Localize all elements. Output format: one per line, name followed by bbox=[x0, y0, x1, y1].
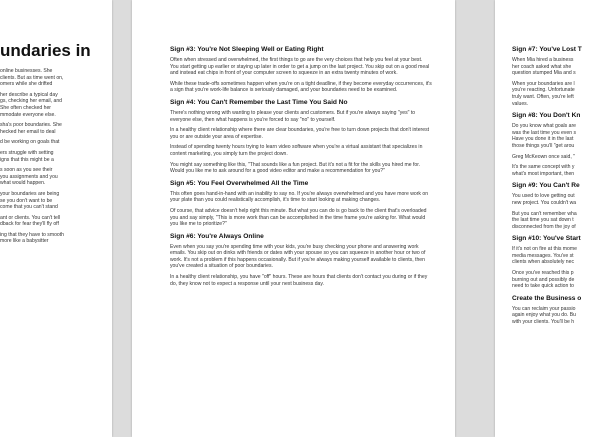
section-heading: Sign #9: You Can't Re bbox=[512, 182, 580, 190]
section-heading: Sign #8: You Don't Kn bbox=[512, 112, 581, 120]
paragraph: Once you've reached this p burning out and possibly de need to take quick action to bbox=[512, 270, 575, 290]
section-heading: Sign #4: You Can't Remember the Last Time You Said No bbox=[170, 98, 348, 106]
paragraph: When your boundaries are l you're reacting. Unfortunate truly want. Often, you're left values. bbox=[512, 80, 575, 107]
paragraph: ers struggle with setting igns that this might be a bbox=[0, 149, 54, 163]
section-heading: Sign #3: You're Not Sleeping Well or Eating Right bbox=[170, 46, 324, 53]
page-heading: undaries in bbox=[0, 41, 91, 60]
right-page bbox=[495, 0, 592, 437]
paragraph: online businesses. She clients. But as time went on, omers while she drifted bbox=[0, 68, 64, 88]
paragraph: Even when you say you're spending time with your kids, you're busy checking your phone and answering work emails. You skip out on dinks with friends or dates with your spouse so you can squeeze in another hour or two of work. It's not a problem if this happens occasionally. But if you're always making yourself available to clients, then you've created a situation of poor boundaries. bbox=[170, 243, 426, 270]
middle-page bbox=[132, 0, 455, 437]
paragraph: In a healthy client relationship, you have "off" hours. These are hours that clients don't contact you during or if they do, they know not to expect a response until your next business day. bbox=[170, 274, 428, 287]
section-heading: Sign #7: You've Lost T bbox=[512, 46, 582, 53]
paragraph: In a healthy client relationship where there are clear boundaries, you're free to turn down projects that don't interest you or are outside your area of expertise. bbox=[170, 127, 430, 140]
paragraph: Do you know what goals are was the last time you even s Have you done it in the last those things you'll "get arou bbox=[512, 123, 576, 149]
section-heading: Sign #10: You've Start bbox=[512, 235, 581, 243]
middle-page-content bbox=[170, 41, 432, 291]
paragraph: Often when stressed and overwhelmed, the first things to go are the very choices that help you feel at your best. You start getting up earlier or staying up later in order to get a jump on the last project. You skip out on a good meal and instead eat chips in front of your computer screen to squeeze in an extra twenty minutes of work. bbox=[170, 57, 430, 77]
paragraph: Greg McKeown once said, " bbox=[512, 153, 575, 160]
paragraph: You used to love getting out new project. You couldn't wa bbox=[512, 193, 577, 206]
paragraph: There's nothing wrong with wanting to please your clients and customers. But if you're always saying "yes" to everyone else, then what happens is you're forced to say "no" to yourself. bbox=[170, 109, 416, 123]
paragraph: ing that they have to smooth more like a babysitter bbox=[0, 231, 64, 245]
paragraph: your boundaries are being se you don't want to be come that you can't stand bbox=[0, 190, 60, 211]
paragraph: This often goes hand-in-hand with an inability to say no. If you're always overwhelmed and you have more work on your plate than you could realistically accomplish, it's time to start looking at making changes. bbox=[170, 190, 429, 204]
paragraph: It's the same concept with y what's most important, then bbox=[512, 164, 575, 177]
paragraph: You might say something like this, "That sounds like a fun project. But it's not a fit for the skills you hired me for. Would you like me to ask around for a good video editor and make a recommendation for you?" bbox=[170, 161, 421, 175]
paragraph: her describe a typical day gs, checking her email, and She often checked her mmodate everyone else. bbox=[0, 91, 63, 118]
left-page bbox=[0, 0, 112, 437]
right-page-content bbox=[512, 41, 592, 330]
paragraph: If it's not on fire at this mome media messages. You've st clients when absolutely nec bbox=[512, 246, 577, 266]
paragraph: When Mia hired a business her coach asked what she question stumped Mia and s bbox=[512, 57, 576, 77]
section-heading: Create the Business o bbox=[512, 294, 582, 302]
paragraph: Instead of spending twenty hours trying to learn video software when you're a virtual assistant that specializes in content marketing, you simply turn the project down. bbox=[170, 144, 423, 157]
section-heading: Sign #5: You Feel Overwhelmed All the Time bbox=[170, 179, 309, 187]
paragraph: sha's poor boundaries. She hecked her email to deal bbox=[0, 122, 62, 135]
paragraph: s soon as you see their you assignments and you what would happen. bbox=[0, 167, 58, 187]
paragraph: While these trade-offs sometimes happen when you're on a tight deadline, if they become everyday occurrences, it's a sign that you're work-life balance is seriously damaged, and your boundaries need to be examined. bbox=[170, 80, 432, 94]
paragraph: You can reclaim your passio again enjoy what you do. Bu with your clients. You'll be h bbox=[512, 305, 577, 326]
paragraph: But you can't remember wha the last time you sat down t disconnected from the joy of bbox=[512, 210, 577, 230]
paragraph: ant or clients. You can't tell dback for fear they'll fly off bbox=[0, 214, 61, 228]
section-heading: Sign #6: You're Always Online bbox=[170, 232, 264, 240]
left-page-content bbox=[0, 41, 112, 249]
paragraph: d be working on goals that bbox=[0, 139, 60, 146]
paragraph: Of course, that advice doesn't help right this minute. But what you can do is go back to the client that's overloaded you and say simply, "This is more work than can be accomplished in the time frame you're asking for. What would you like me to prioritize?" bbox=[170, 207, 427, 228]
